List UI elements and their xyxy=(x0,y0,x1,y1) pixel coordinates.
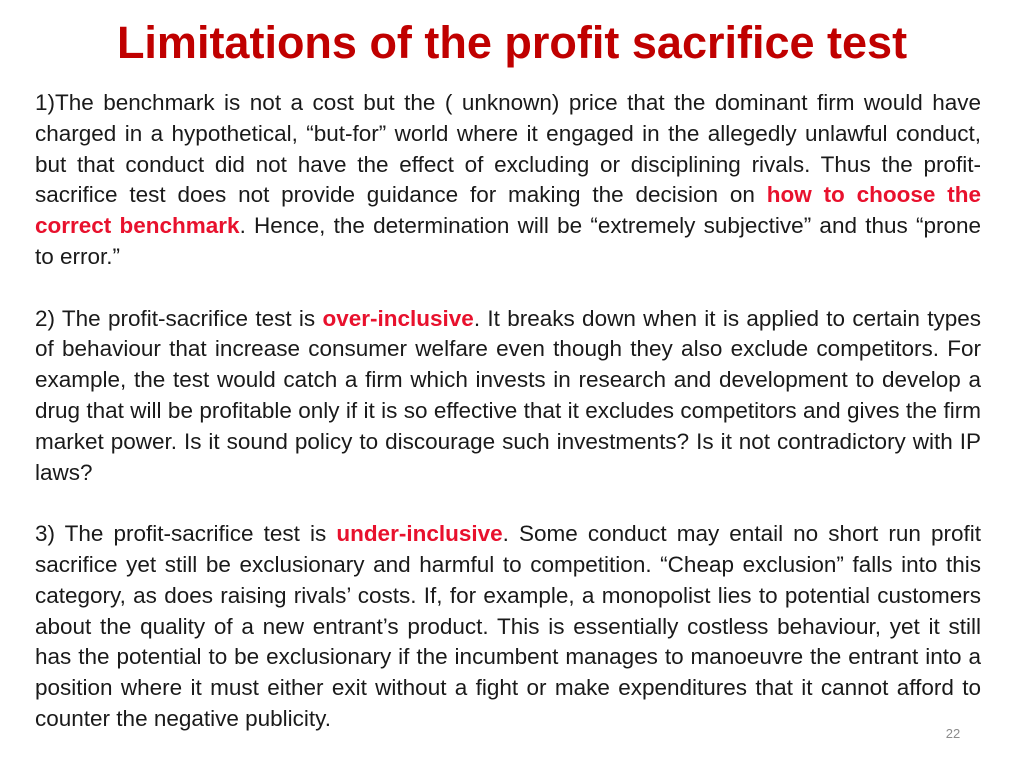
point-text: 2) The profit-sacrifice test is xyxy=(35,305,323,331)
highlighted-phrase: over-inclusive xyxy=(322,305,474,331)
slide-title: Limitations of the profit sacrifice test xyxy=(116,17,908,68)
point-text: 3) The profit-sacrifice test is xyxy=(35,521,337,547)
point-text: . Some conduct may entail no short run profit sacrifice yet still be exclusionary and harmful to competition. “Cheap exclusion” falls into this category, as does raising rivals’ costs. If, for example, a monopolist lies to potential customers about the quality of a new entrant’s product. This is essentially costless behaviour, yet it still has the potential to be exclusionary if the incumbent manages to manoeuvre the entrant into a position where it must either exit without a fight or make expenditures that it cannot afford to counter the negative publicity. xyxy=(35,521,981,731)
limitation-point-over-inclusive xyxy=(35,304,981,489)
slide-body xyxy=(35,88,981,735)
limitation-point-under-inclusive xyxy=(35,519,981,735)
point-text: 1)The benchmark is not a cost but the ( unknown) price that the dominant firm would have charged in a hypothetical, “but-for” world where it engaged in the allegedly unlawful conduct, but that conduct did not have the effect of excluding or disciplining rivals. Thus the profit-sacrifice test does not provide guidance for making the decision on xyxy=(35,90,981,208)
slide-number: 22 xyxy=(945,726,961,741)
limitation-point-benchmark xyxy=(35,88,981,273)
highlighted-phrase: how to choose the correct benchmark xyxy=(35,182,981,239)
point-text: . Hence, the determination will be “extremely subjective” and thus “prone to error.” xyxy=(35,213,981,269)
highlighted-phrase: under-inclusive xyxy=(336,521,503,547)
point-text: . It breaks down when it is applied to certain types of behaviour that increase consumer welfare even though they also exclude competitors. For example, the test would catch a firm which invests in research and development to develop a drug that will be profitable only if it is so effective that it excludes competitors and gives the firm market power. Is it sound policy to discourage such investments? Is it not contradictory with IP laws? xyxy=(35,305,981,485)
